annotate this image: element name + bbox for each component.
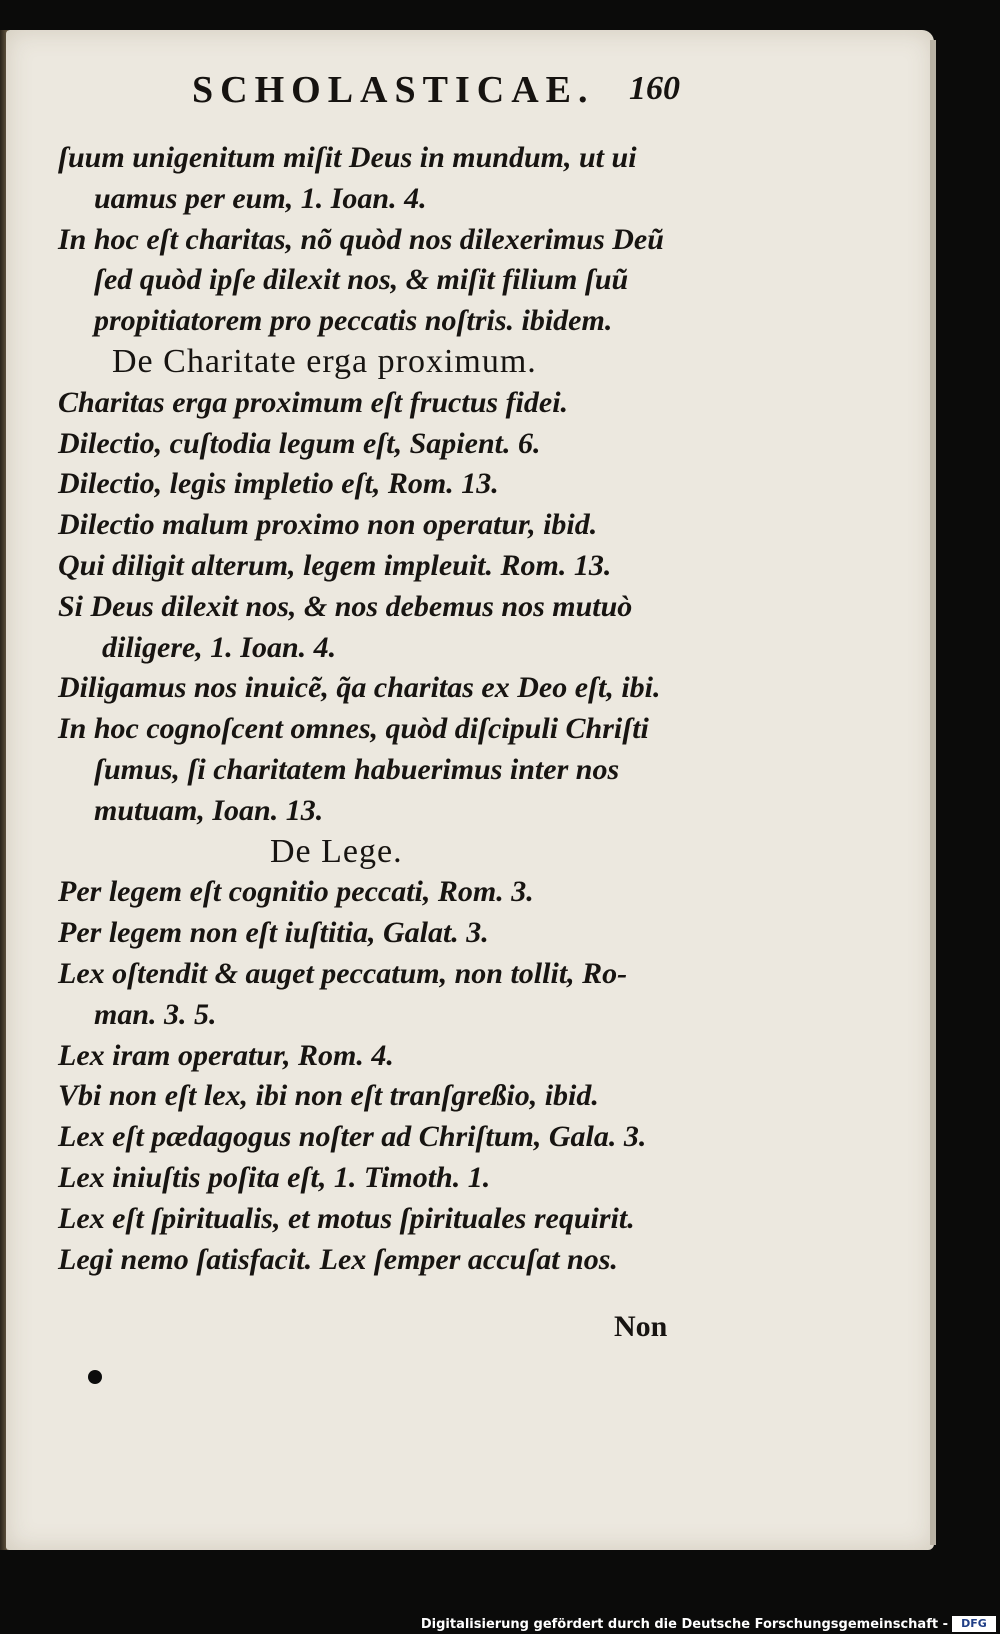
text-line: Vbi non eſt lex, ibi non eſt tranſgreßio, ibid.: [58, 1079, 599, 1113]
text-line: propitiatorem pro peccatis noſtris. ibidem.: [94, 304, 613, 338]
text-line: diligere, 1. Ioan. 4.: [102, 630, 337, 664]
text-line: Dilectio, legis impletio eſt, Rom. 13.: [58, 467, 499, 501]
text-line: Si Deus dilexit nos, & nos debemus nos mutuò: [58, 589, 633, 623]
text-line: In hoc cognoſcent omnes, quòd diſcipuli Chriſti: [58, 712, 649, 746]
text-line: Per legem eſt cognitio peccati, Rom. 3.: [58, 875, 534, 909]
page-header: [100, 68, 680, 120]
text-line: Lex iniuſtis poſita eſt, 1. Timoth. 1.: [58, 1160, 491, 1194]
text-line: ſuum unigenitum miſit Deus in mundum, ut ui: [58, 141, 637, 174]
text-line: uamus per eum, 1. Ioan. 4.: [94, 181, 427, 215]
catchword: Non: [614, 1310, 668, 1343]
text-line: Lex eſt ſpiritualis, et motus ſpirituales requirit.: [58, 1201, 635, 1235]
page-edge-shadow: [930, 40, 936, 1545]
text-line: mutuam, Ioan. 13.: [94, 793, 324, 827]
body-text: [58, 138, 698, 1280]
text-line: Legi nemo ſatisfacit. Lex ſemper accuſat nos.: [58, 1242, 618, 1276]
text-line: Diligamus nos inuicẽ, q̃a charitas ex Deo eſt, ibi.: [58, 671, 661, 705]
page-number: 160: [629, 70, 680, 107]
text-line: ſed quòd ipſe dilexit nos, & miſit filium ſuũ: [94, 263, 629, 297]
text-line: Charitas erga proximum eſt fructus fidei.: [58, 385, 569, 419]
text-line: In hoc eſt charitas, nõ quòd nos dilexerimus Deũ: [58, 222, 664, 256]
text-line: man. 3. 5.: [94, 997, 217, 1031]
text-line: Dilectio, cuſtodia legum eſt, Sapient. 6.: [58, 426, 541, 460]
text-line: Per legem non eſt iuſtitia, Galat. 3.: [58, 916, 489, 950]
text-line: Dilectio malum proximo non operatur, ibid.: [58, 508, 598, 542]
section-heading: De Lege.: [270, 832, 403, 870]
text-line: Qui diligit alterum, legem impleuit. Rom. 13.: [58, 548, 612, 582]
running-head: SCHOLASTICAE.: [192, 69, 595, 111]
text-line: ſumus, ſi charitatem habuerimus inter nos: [94, 752, 620, 786]
section-heading: De Charitate erga proximum.: [112, 342, 537, 380]
dfg-logo: DFG: [952, 1616, 996, 1632]
ink-spot: [88, 1370, 102, 1384]
text-line: Lex oſtendit & auget peccatum, non tollit, Ro-: [58, 956, 628, 990]
digitization-credit: Digitalisierung gefördert durch die Deutsche Forschungsgemeinschaft -: [420, 1617, 948, 1632]
text-line: Lex iram operatur, Rom. 4.: [58, 1038, 394, 1072]
text-line: Lex eſt pædagogus noſter ad Chriſtum, Gala. 3.: [58, 1120, 647, 1154]
